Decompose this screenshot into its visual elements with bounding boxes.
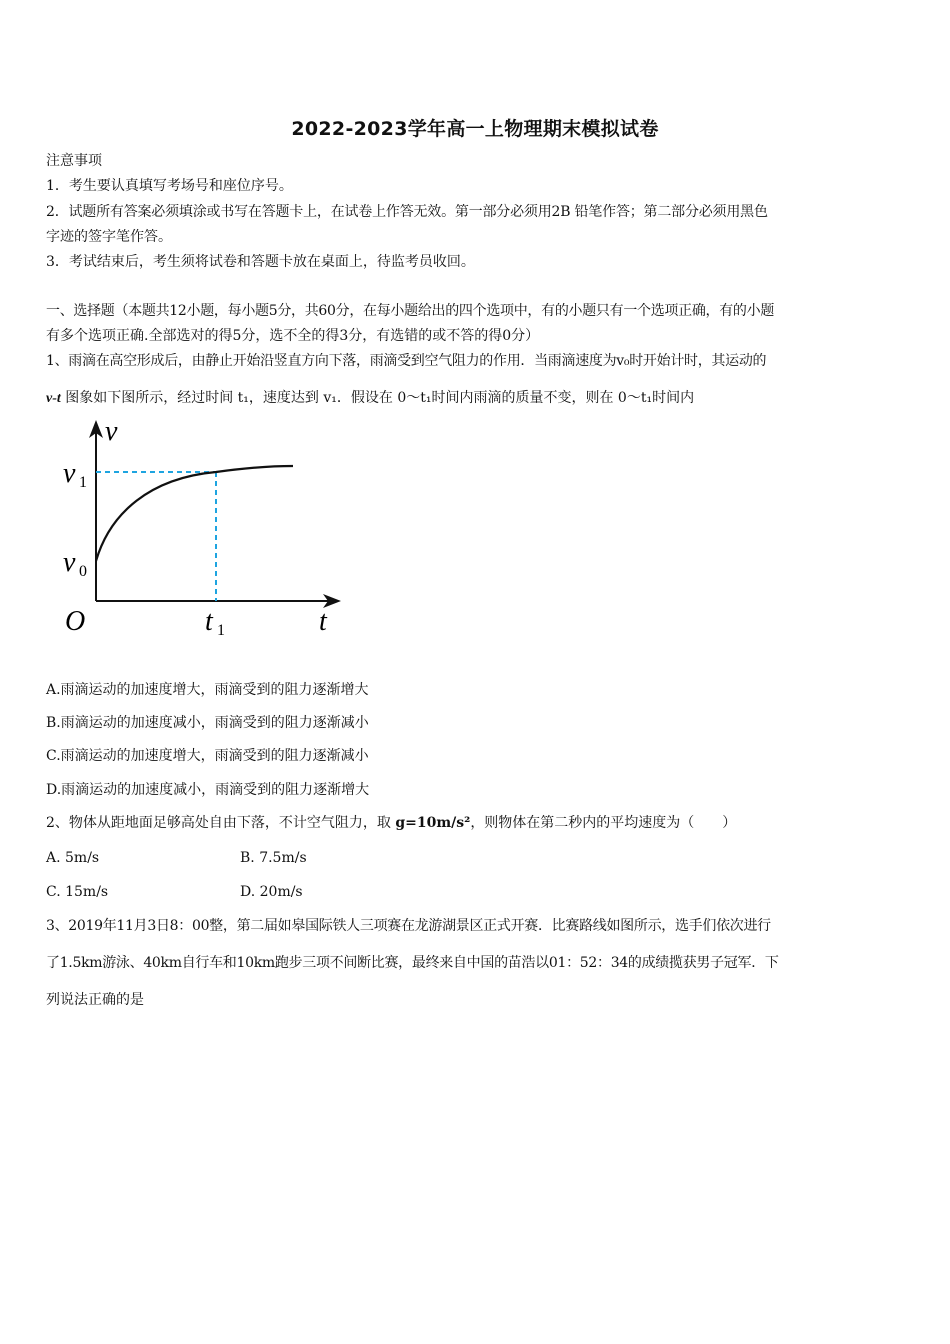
vt-label: v-t [46, 391, 61, 406]
v0-sub: 0 [79, 563, 87, 580]
q1-option-b: B.雨滴运动的加速度减小，雨滴受到的阻力逐渐减小 [46, 715, 369, 731]
page-title: 2022-2023学年高一上物理期末模拟试卷 [291, 118, 659, 140]
v1-sub: 1 [79, 474, 87, 491]
q1-option-c: C.雨滴运动的加速度增大，雨滴受到的阻力逐渐减小 [46, 748, 369, 764]
t1-sub: 1 [217, 622, 225, 639]
section-intro-line2: 有多个选项正确.全部选对的得5分，选不全的得3分，有选错的或不答的得0分） [46, 328, 540, 344]
q2-stem-post: ，则物体在第二秒内的平均速度为（ ） [470, 815, 737, 831]
q3-stem-line2: 了1.5km游泳、40km自行车和10km跑步三项不间断比赛，最终来自中国的苗浩以01：52：34的成绩揽获男子冠军．下 [46, 955, 779, 971]
notice-item-2-cont: 字迹的签字笔作答。 [46, 229, 172, 245]
q1-option-a: A.雨滴运动的加速度增大，雨滴受到的阻力逐渐增大 [46, 682, 369, 698]
q1-stem-line1: 1、雨滴在高空形成后，由静止开始沿竖直方向下落，雨滴受到空气阻力的作用．当雨滴速度为v₀时开始计时，其运动的 [46, 353, 767, 369]
q2-option-c: C. 15m/s [46, 884, 109, 900]
vt-graph [55, 418, 355, 648]
q2-stem [46, 813, 906, 833]
notice-item-3: 3．考试结束后，考生须将试卷和答题卡放在桌面上，待监考员收回。 [46, 254, 475, 270]
origin-label: O [65, 606, 86, 637]
q1-stem-line2 [46, 388, 906, 409]
q2-stem-pre: 2、物体从距地面足够高处自由下落，不计空气阻力，取 [46, 815, 396, 831]
q2-option-b: B. 7.5m/s [240, 850, 307, 866]
v-axis-label: v [105, 418, 118, 447]
velocity-curve [96, 466, 293, 561]
q3-stem-line1: 3、2019年11月3日8：00整，第二届如皋国际铁人三项赛在龙游湖景区正式开赛．比赛路线如图所示，选手们依次进行 [46, 918, 771, 934]
v1-label: v [63, 458, 76, 489]
v0-label: v [63, 547, 76, 578]
q3-stem-line3: 列说法正确的是 [46, 992, 144, 1008]
q1-stem-line2-text: 图象如下图所示，经过时间 t₁，速度达到 v₁．假设在 0～t₁时间内雨滴的质量不变，则在 0～t₁时间内 [60, 390, 695, 406]
notice-item-2: 2．试题所有答案必须填涂或书写在答题卡上，在试卷上作答无效。第一部分必须用2B 铅笔作答；第二部分必须用黑色 [46, 204, 768, 220]
t1-label: t [205, 606, 213, 637]
q1-option-d: D.雨滴运动的加速度减小，雨滴受到的阻力逐渐增大 [46, 782, 370, 798]
q2-option-a: A. 5m/s [46, 850, 100, 866]
notice-heading: 注意事项 [46, 153, 102, 169]
section-intro-line1: 一、选择题（本题共12小题，每小题5分，共60分，在每小题给出的四个选项中，有的小题只有一个选项正确，有的小题 [46, 303, 775, 319]
t-axis-label: t [319, 606, 327, 637]
q2-g-value: g=10m/s² [395, 815, 471, 831]
notice-item-1: 1．考生要认真填写考场号和座位序号。 [46, 178, 293, 194]
q2-option-d: D. 20m/s [240, 884, 303, 900]
